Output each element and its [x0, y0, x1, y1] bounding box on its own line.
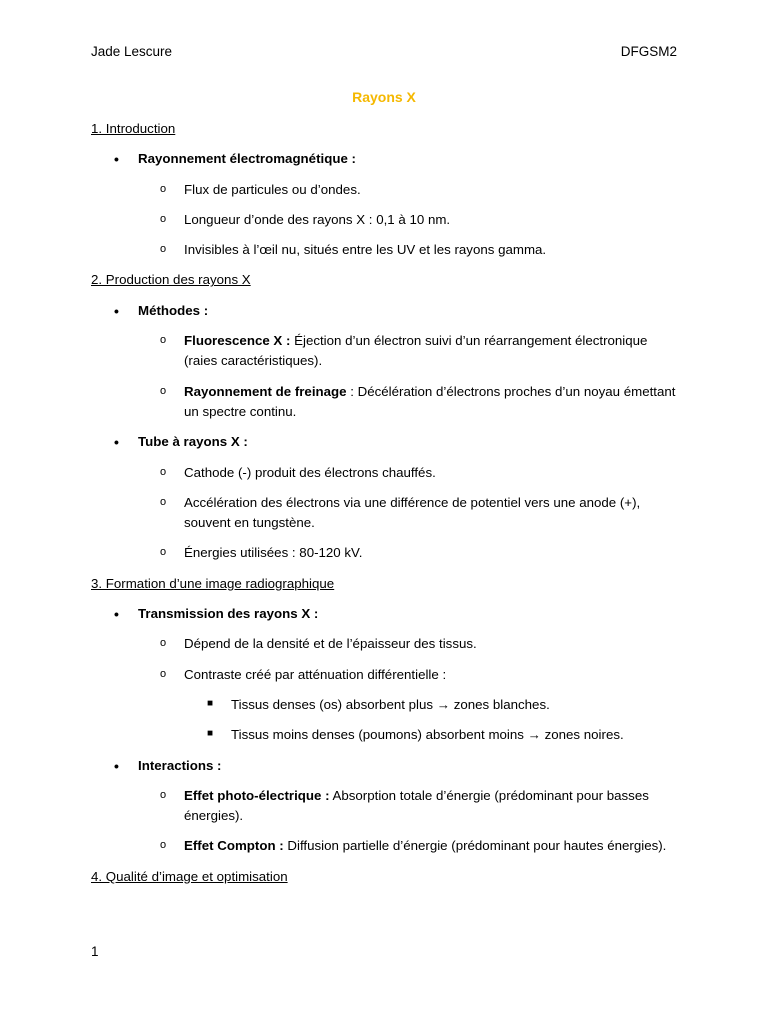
bullet-circle-icon: o [160, 384, 167, 397]
sub-sub-bullet-text: Tissus denses (os) absorbent plus → zones blanches. [231, 696, 550, 712]
bullet-label: Tube à rayons X : [138, 434, 248, 450]
sub-bullet-term: Fluorescence X : [184, 333, 291, 349]
sub-bullet-text: Longueur d’onde des rayons X : 0,1 à 10 nm. [184, 211, 451, 227]
bullet-disc-icon: • [114, 434, 119, 451]
bullet-item [91, 432, 681, 452]
document-body [91, 119, 681, 897]
bullet-item [91, 149, 681, 169]
header-course: DFGSM2 [620, 44, 677, 59]
bullet-disc-icon: • [114, 757, 119, 774]
sub-bullet-item [91, 210, 681, 230]
bullet-item [91, 301, 681, 321]
bullet-square-icon: ■ [207, 697, 214, 709]
sub-bullet-item [91, 180, 681, 200]
bullet-circle-icon: o [160, 637, 167, 650]
bullet-circle-icon: o [160, 495, 167, 508]
sub-bullet-text: Énergies utilisées : 80-120 kV. [184, 545, 363, 561]
bullet-label: Méthodes : [138, 302, 209, 318]
sub-bullet-item [91, 665, 681, 685]
bullet-label: Interactions : [138, 757, 222, 773]
sub-bullet-text: Invisibles à l’œil nu, situés entre les UV et les rayons gamma. [184, 242, 547, 258]
section-heading: 3. Formation d’une image radiographique [91, 575, 335, 591]
sub-bullet-term: Rayonnement de freinage [184, 383, 347, 399]
bullet-disc-icon: • [114, 606, 119, 623]
sub-sub-bullet-text: Tissus moins denses (poumons) absorbent moins → zones noires. [231, 727, 624, 743]
header-author: Jade Lescure [91, 44, 173, 59]
document-title: Rayons X [352, 89, 416, 105]
sub-sub-bullet-item [91, 695, 681, 715]
section-heading: 1. Introduction [91, 121, 176, 136]
bullet-circle-icon: o [160, 839, 167, 852]
sub-bullet-text: Contraste créé par atténuation différentielle : [184, 666, 447, 682]
section-heading: 2. Production des rayons X [91, 272, 251, 288]
bullet-square-icon: ■ [207, 728, 214, 740]
sub-bullet-item [91, 786, 681, 827]
section-heading: 4. Qualité d’image et optimisation [91, 868, 288, 884]
bullet-circle-icon: o [160, 243, 167, 256]
sub-bullet-term: Effet photo-électrique : [184, 787, 330, 803]
bullet-item [91, 756, 681, 776]
bullet-circle-icon: o [160, 212, 167, 225]
bullet-circle-icon: o [160, 465, 167, 478]
sub-bullet-item [91, 634, 681, 654]
sub-bullet-item [91, 836, 681, 856]
sub-bullet-text: Diffusion partielle d’énergie (prédominant pour hautes énergies). [283, 838, 667, 854]
sub-bullet-item [91, 463, 681, 483]
sub-bullet-item [91, 543, 681, 563]
sub-bullet-term: Effet Compton : [184, 838, 284, 854]
bullet-disc-icon: • [114, 151, 119, 168]
sub-bullet-text: Flux de particules ou d’ondes. [184, 181, 361, 197]
bullet-disc-icon: • [114, 302, 119, 319]
sub-bullet-item [91, 493, 681, 534]
bullet-circle-icon: o [160, 788, 167, 801]
page-number: 1 [91, 944, 99, 959]
bullet-circle-icon: o [160, 182, 167, 195]
sub-bullet-item [91, 382, 681, 423]
sub-bullet-text: Dépend de la densité et de l’épaisseur des tissus. [184, 636, 477, 652]
sub-bullet-item [91, 240, 681, 260]
sub-bullet-text: Éjection d’un électron suivi d’un réarrangement électronique (raies caractéristiques). [184, 333, 648, 369]
bullet-circle-icon: o [160, 334, 167, 347]
sub-bullet-text: Cathode (-) produit des électrons chauffés. [184, 464, 436, 480]
bullet-circle-icon: o [160, 667, 167, 680]
sub-bullet-text: : Décélération d’électrons proches d’un noyau émettant un spectre continu. [184, 383, 676, 419]
sub-bullet-text: Absorption totale d’énergie (prédominant pour basses énergies). [184, 787, 649, 824]
bullet-label: Transmission des rayons X : [138, 606, 319, 622]
bullet-item [91, 604, 681, 624]
sub-bullet-item [91, 331, 681, 372]
bullet-label: Rayonnement électromagnétique : [138, 151, 356, 167]
sub-sub-bullet-item [91, 725, 681, 745]
bullet-circle-icon: o [160, 546, 167, 559]
sub-bullet-text: Accélération des électrons via une différence de potentiel vers une anode (+), souvent en tungstène. [184, 494, 641, 531]
